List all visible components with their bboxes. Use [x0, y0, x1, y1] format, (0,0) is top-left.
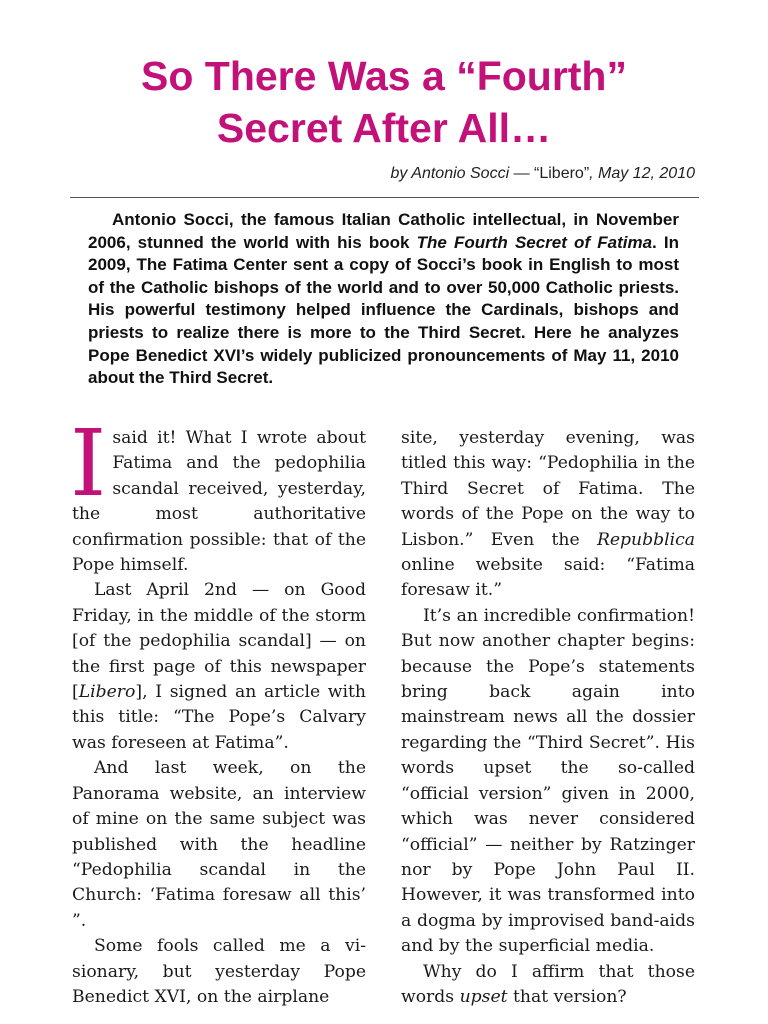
- paragraph-text: said it! What I wrote about Fatima and the pedophilia scandal received, yesterday, the most authoritative confirmation possible: that of the Pope himself.: [72, 428, 366, 576]
- paragraph-text: Why do I affirm that those words: [401, 961, 695, 1007]
- article-title: [40, 50, 728, 154]
- paragraph: It’s an incredible confirmation! But now another chapter begins: because the Pope’s statements bring back again into mainstream news all the dossier regarding the “Third Secret”. His words upset the so-called “official version” given in 2000, which was never considered “official” — neither by Ratzinger nor by Pope John Paul II. However, it was transformed into a dogma by improvised band-aids and by the superficial media.: [401, 605, 695, 957]
- intro-text-1: Antonio Socci, the famous Italian Catholic intellectual, in November 2006, stunned the world with his book: [88, 210, 679, 252]
- left-column: [70, 410, 366, 1010]
- paragraph: [72, 578, 366, 756]
- byline-author: by Antonio Socci —: [390, 165, 535, 182]
- intro-text-2: . In 2009, The Fatima Center sent a copy of Socci’s book in English to most of the Catholic bishops of the world and to over 50,000 Catholic priests. His powerful testimony helped influence the Cardinals, bishops and priests to realize there is more to the Third Secret. Here he analyzes Pope Benedict XVI’s widely publicized pronouncements of May 11, 2010 about the Third Secret.: [88, 232, 680, 388]
- paragraph-text: that version?: [507, 986, 627, 1007]
- newspaper-name: Libero: [78, 682, 136, 703]
- right-column: [401, 426, 695, 1010]
- paragraph: [70, 410, 366, 578]
- emphasis-text: upset: [459, 986, 508, 1007]
- paragraph: And last week, on the Panorama website, an interview of mine on the same subject was published with the headline “Pedophilia scandal in the Church: ‘Fatima foresaw all this’ ”.: [72, 758, 366, 931]
- byline: [391, 165, 695, 183]
- intro-book-title: The Fourth Secret of Fatima: [416, 232, 653, 252]
- paragraph-text: Last April 2nd — on Good Friday, in the middle of the storm [of the pedophilia scandal] — on the first page of this newspaper [: [72, 580, 366, 703]
- title-line-2: Secret After All…: [216, 105, 552, 151]
- paragraph-text: ], I signed an article with this title: “The Pope’s Calvary was foreseen at Fatima”.: [72, 682, 366, 753]
- byline-date: , May 12, 2010: [589, 165, 695, 182]
- divider-rule: [70, 197, 699, 198]
- intro-paragraph: [88, 209, 679, 390]
- byline-newspaper: “Libero”: [534, 165, 590, 182]
- newspaper-name: Repubblica: [596, 529, 695, 550]
- drop-cap: I: [70, 410, 107, 517]
- paragraph-text: online website said: “Fatima foresaw it.”: [401, 555, 695, 601]
- paragraph: [401, 960, 695, 1011]
- title-line-1: So There Was a “Fourth”: [141, 53, 627, 99]
- paragraph-text: site, yesterday evening, was titled this way: “Pedophilia in the Third Secret of Fatima. The words of the Pope on the way to Lisbon.” Even the: [401, 428, 695, 550]
- paragraph: Some fools called me a visionary, but yesterday Pope Benedict XVI, on the airplane: [72, 936, 366, 1007]
- paragraph: [401, 426, 695, 604]
